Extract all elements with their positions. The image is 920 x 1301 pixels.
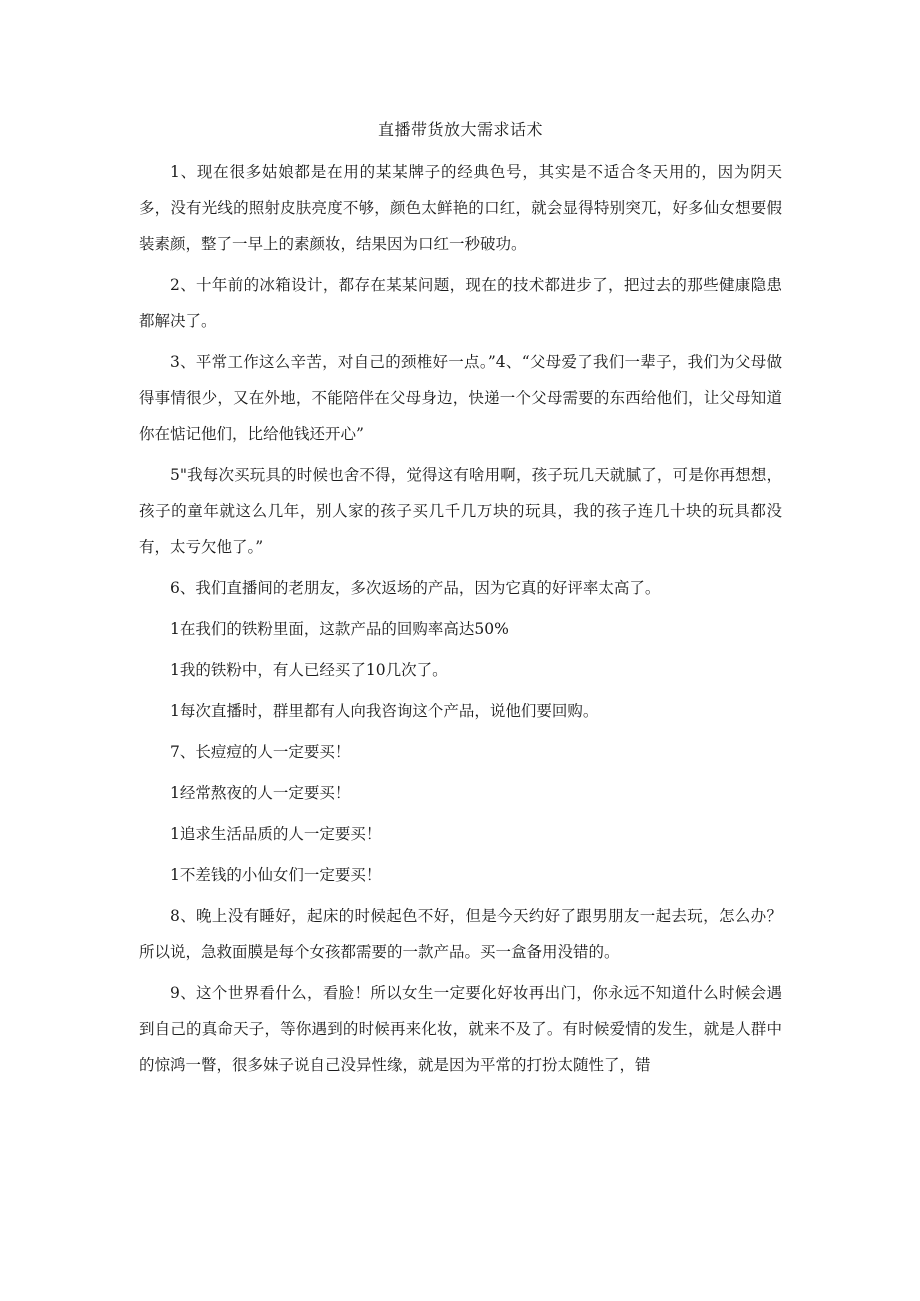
paragraph-6-item-3: 1每次直播时，群里都有人向我咨询这个产品，说他们要回购。: [170, 702, 599, 720]
paragraph-6-item-2: 1我的铁粉中，有人已经买了10几次了。: [170, 661, 448, 679]
paragraph-5: 5"我每次买玩具的时候也舍不得，觉得这有啥用啊，孩子玩几天就腻了，可是你再想想，孩子的童年就这么几年，别人家的孩子买几千几万块的玩具，我的孩子连几十块的玩具都没有，太亏欠他了。”: [139, 466, 782, 556]
paragraph-7-item-1: 1经常熬夜的人一定要买！: [170, 784, 351, 802]
paragraph-2: 2、十年前的冰箱设计，都存在某某问题，现在的技术都进步了，把过去的那些健康隐患都解决了。: [139, 276, 782, 330]
paragraph-8: 8、晚上没有睡好，起床的时候起色不好，但是今天约好了跟男朋友一起去玩，怎么办？所以说，急救面膜是每个女孩都需要的一款产品。买一盒备用没错的。: [139, 907, 782, 961]
paragraph-6: 6、我们直播间的老朋友，多次返场的产品，因为它真的好评率太高了。: [170, 579, 661, 597]
paragraph-1: 1、现在很多姑娘都是在用的某某牌子的经典色号，其实是不适合冬天用的，因为阴天多，没有光线的照射皮肤亮度不够，颜色太鲜艳的口红，就会显得特别突兀，好多仙女想要假装素颜，整了一早上的素颜妆，结果因为口红一秒破功。: [139, 163, 782, 253]
paragraph-7-item-2: 1追求生活品质的人一定要买！: [170, 825, 382, 843]
paragraph-9: 9、这个世界看什么，看脸！所以女生一定要化好妆再出门，你永远不知道什么时候会遇到自己的真命天子，等你遇到的时候再来化妆，就来不及了。有时候爱情的发生，就是人群中的惊鸿一瞥，很多妹子说自己没异性缘，就是因为平常的打扮太随性了，错: [139, 984, 782, 1074]
document-title: 直播带货放大需求话术: [377, 120, 543, 139]
paragraph-3: 3、平常工作这么辛苦，对自己的颈椎好一点。”4、“父母爱了我们一辈子，我们为父母做得事情很少，又在外地，不能陪伴在父母身边，快递一个父母需要的东西给他们，让父母知道你在惦记他们，比给他钱还开心”: [139, 353, 782, 443]
paragraph-6-item-1: 1在我们的铁粉里面，这款产品的回购率高达50%: [170, 620, 509, 638]
document-page: [139, 118, 782, 1088]
paragraph-7-item-3: 1不差钱的小仙女们一定要买！: [170, 866, 382, 884]
paragraph-7: 7、长痘痘的人一定要买！: [170, 743, 351, 761]
